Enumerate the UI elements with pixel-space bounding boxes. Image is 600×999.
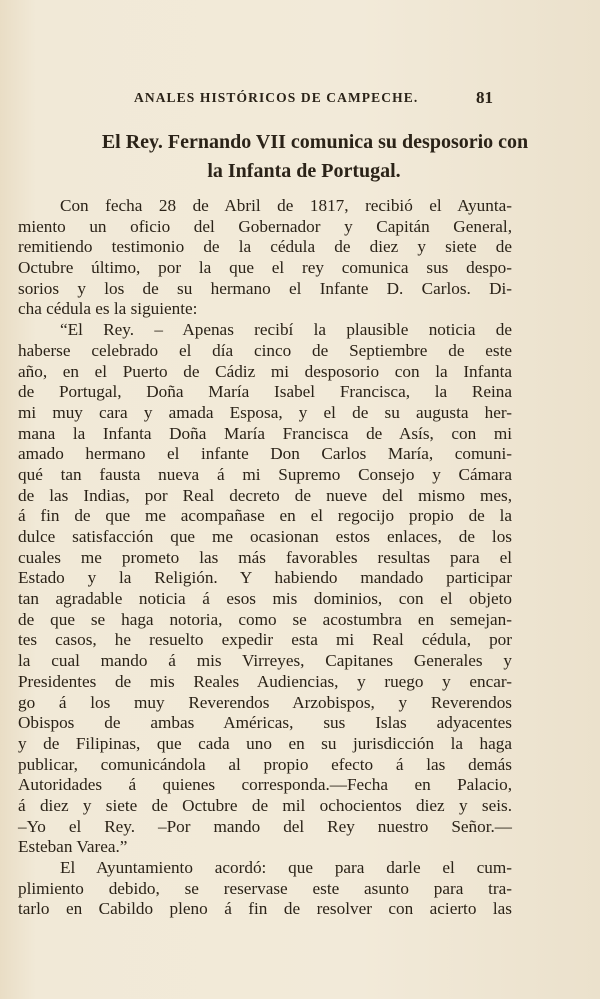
text-line: Presidentes de mis Reales Audiencias, y ruego y encar-: [18, 671, 512, 691]
text-line: cha cédula es la siguiente:: [18, 299, 198, 319]
text-line: El Ayuntamiento acordó: que para darle el cum-: [60, 858, 512, 877]
running-title: ANALES HISTÓRICOS DE CAMPECHE.: [134, 90, 419, 105]
text-line: go á los muy Reverendos Arzobispos, y Reverendos: [18, 692, 512, 712]
text-line: plimiento debido, se reservase este asunto para tra-: [18, 878, 512, 898]
text-line: amado hermano el infante Don Carlos María, comuni-: [18, 444, 512, 464]
text-line: sorios y los de su hermano el Infante D. Carlos. Di-: [18, 278, 512, 298]
text-line: tes casos, he resuelto expedir esta mi Real cédula, por: [18, 630, 512, 650]
text-line: dulce satisfacción que me ocasionan estos enlaces, de los: [18, 527, 512, 546]
text-line: remitiendo testimonio de la cédula de diez y siete de: [18, 237, 512, 257]
text-line: mana la Infanta Doña María Francisca de Asís, con mi: [18, 423, 512, 443]
heading-line-2: la Infanta de Portugal.: [207, 160, 401, 182]
text-line: Obispos de ambas Américas, sus Islas adyacentes: [18, 713, 512, 733]
heading-line-1: El Rey. Fernando VII comunica su desposorio con: [101, 131, 529, 153]
text-line: Autoridades á quienes corresponda.—Fecha en Palacio,: [18, 775, 512, 795]
running-header: [0, 88, 600, 112]
text-line: –Yo el Rey. –Por mando del Rey nuestro Señor.—: [18, 816, 512, 836]
text-line: á fin de que me acompañase en el regocijo propio de la: [18, 506, 512, 526]
text-line: haberse celebrado el día cinco de Septiembre de este: [18, 340, 512, 360]
text-line: Octubre último, por la que el rey comunica sus despo-: [18, 258, 512, 278]
page-number: 81: [476, 88, 493, 107]
text-line: de las Indias, por Real decreto de nueve del mismo mes,: [18, 485, 512, 505]
text-line: y de Filipinas, que cada uno en su jurisdicción la haga: [18, 733, 512, 753]
text-line: año, en el Puerto de Cádiz mi desposorio con la Infanta: [18, 361, 512, 381]
text-line: de que se haga notoria, como se acostumbra en semejan-: [18, 609, 512, 629]
text-line: “El Rey. – Apenas recibí la plausible noticia de: [60, 320, 512, 340]
text-line: á diez y siete de Octubre de mil ochocientos diez y seis.: [18, 795, 512, 815]
text-line: tan agradable noticia á esos mis dominios, con el objeto: [18, 589, 512, 609]
text-line: Estado y la Religión. Y habiendo mandado participar: [18, 568, 512, 588]
section-heading: [0, 128, 600, 186]
text-line: publicar, comunicándola al propio efecto á las demás: [18, 754, 512, 774]
text-line: qué tan fausta nueva á mi Supremo Consejo y Cámara: [18, 464, 512, 484]
text-line: tarlo en Cabildo pleno á fin de resolver con acierto las: [18, 899, 512, 919]
body-text: [18, 196, 512, 920]
text-line: miento un oficio del Gobernador y Capitán General,: [18, 216, 512, 236]
text-line: Esteban Varea.”: [18, 837, 128, 857]
text-line: cuales me prometo las más favorables resultas para el: [18, 547, 512, 567]
text-line: de Portugal, Doña María Isabel Francisca, la Reina: [18, 382, 512, 402]
text-line: mi muy cara y amada Esposa, y el de su augusta her-: [18, 402, 512, 422]
text-line: la cual mando á mis Virreyes, Capitanes Generales y: [18, 651, 512, 671]
text-line: Con fecha 28 de Abril de 1817, recibió el Ayunta-: [60, 196, 512, 215]
